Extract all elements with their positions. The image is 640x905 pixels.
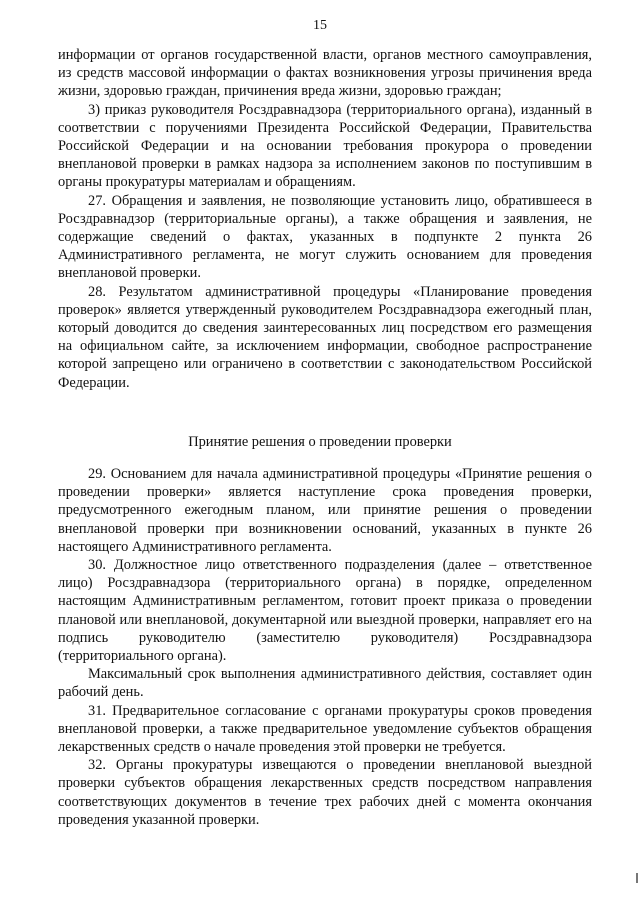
page-number: 15 xyxy=(313,18,327,33)
paragraph-32: 32. Органы прокуратуры извещаются о проведении внеплановой выездной проверки субъектов обращения лекарственных средств посредством направления соответствующих документов в течение трех рабочих дней с момента окончания проведения указанной проверки. xyxy=(58,757,592,828)
paragraph-31: 31. Предварительное согласование с органами прокуратуры сроков проведения внеплановой проверки, а также предварительное уведомление субъектов обращения лекарственных средств о начале проведения этой проверки не требуется. xyxy=(58,702,592,756)
bottom-text-block xyxy=(58,465,592,829)
paragraph-continuation: информации от органов государственной власти, органов местного самоуправления, из средств массовой информации о фактах возникновения угрозы причинения вреда жизни, здоровью граждан, причинения вреда жизни, здоровью граждан; xyxy=(58,47,592,100)
top-text-block xyxy=(58,46,592,392)
section-heading: Принятие решения о проведении проверки xyxy=(188,434,452,450)
paragraph-item-3: 3) приказ руководителя Росздравнадзора (территориального органа), изданный в соответствии с поручениями Президента Российской Федерации, Правительства Российской Федерации и на основании требования прокурора о проведении внеплановой проверки в рамках надзора за исполнением законов по поступившим в органы прокуратуры материалам и обращениям. xyxy=(58,101,592,191)
paragraph-27: 27. Обращения и заявления, не позволяющие установить лицо, обратившееся в Росздравнадзор (территориальные органы), а также обращения и заявления, не содержащие сведений о фактах, указанных в подпункте 2 пункта 26 Административного регламента, не могут служить основанием для проведения внеплановой проверки. xyxy=(58,192,592,282)
scan-edge-mark xyxy=(636,873,638,883)
paragraph-29: 29. Основанием для начала административной процедуры «Принятие решения о проведении проверки» является наступление срока проведения проверки, предусмотренного ежегодным планом, или принятие решения о проведении внеплановой проверки при возникновении оснований, указанных в пункте 26 настоящего Административного регламента. xyxy=(58,466,592,555)
paragraph-max-term: Максимальный срок выполнения административного действия, составляет один рабочий день. xyxy=(58,666,592,701)
paragraph-30: 30. Должностное лицо ответственного подразделения (далее – ответственное лицо) Росздравнадзора (территориального органа) в порядке, определенном настоящим Административным регламентом, готовит проект приказа о проведении плановой или внеплановой, документарной или выездной проверки, направляет его на подпись руководителю (заместителю руководителя) Росздравнадзора (территориального органа). xyxy=(58,557,592,665)
paragraph-28: 28. Результатом административной процедуры «Планирование проведения проверок» является утвержденный руководителем Росздравнадзора ежегодный план, который доводится до сведения заинтересованных лиц посредством его размещения на официальном сайте, за исключением информации, свободное распространение которой запрещено или ограничено в соответствии с законодательством Российской Федерации. xyxy=(58,283,592,391)
